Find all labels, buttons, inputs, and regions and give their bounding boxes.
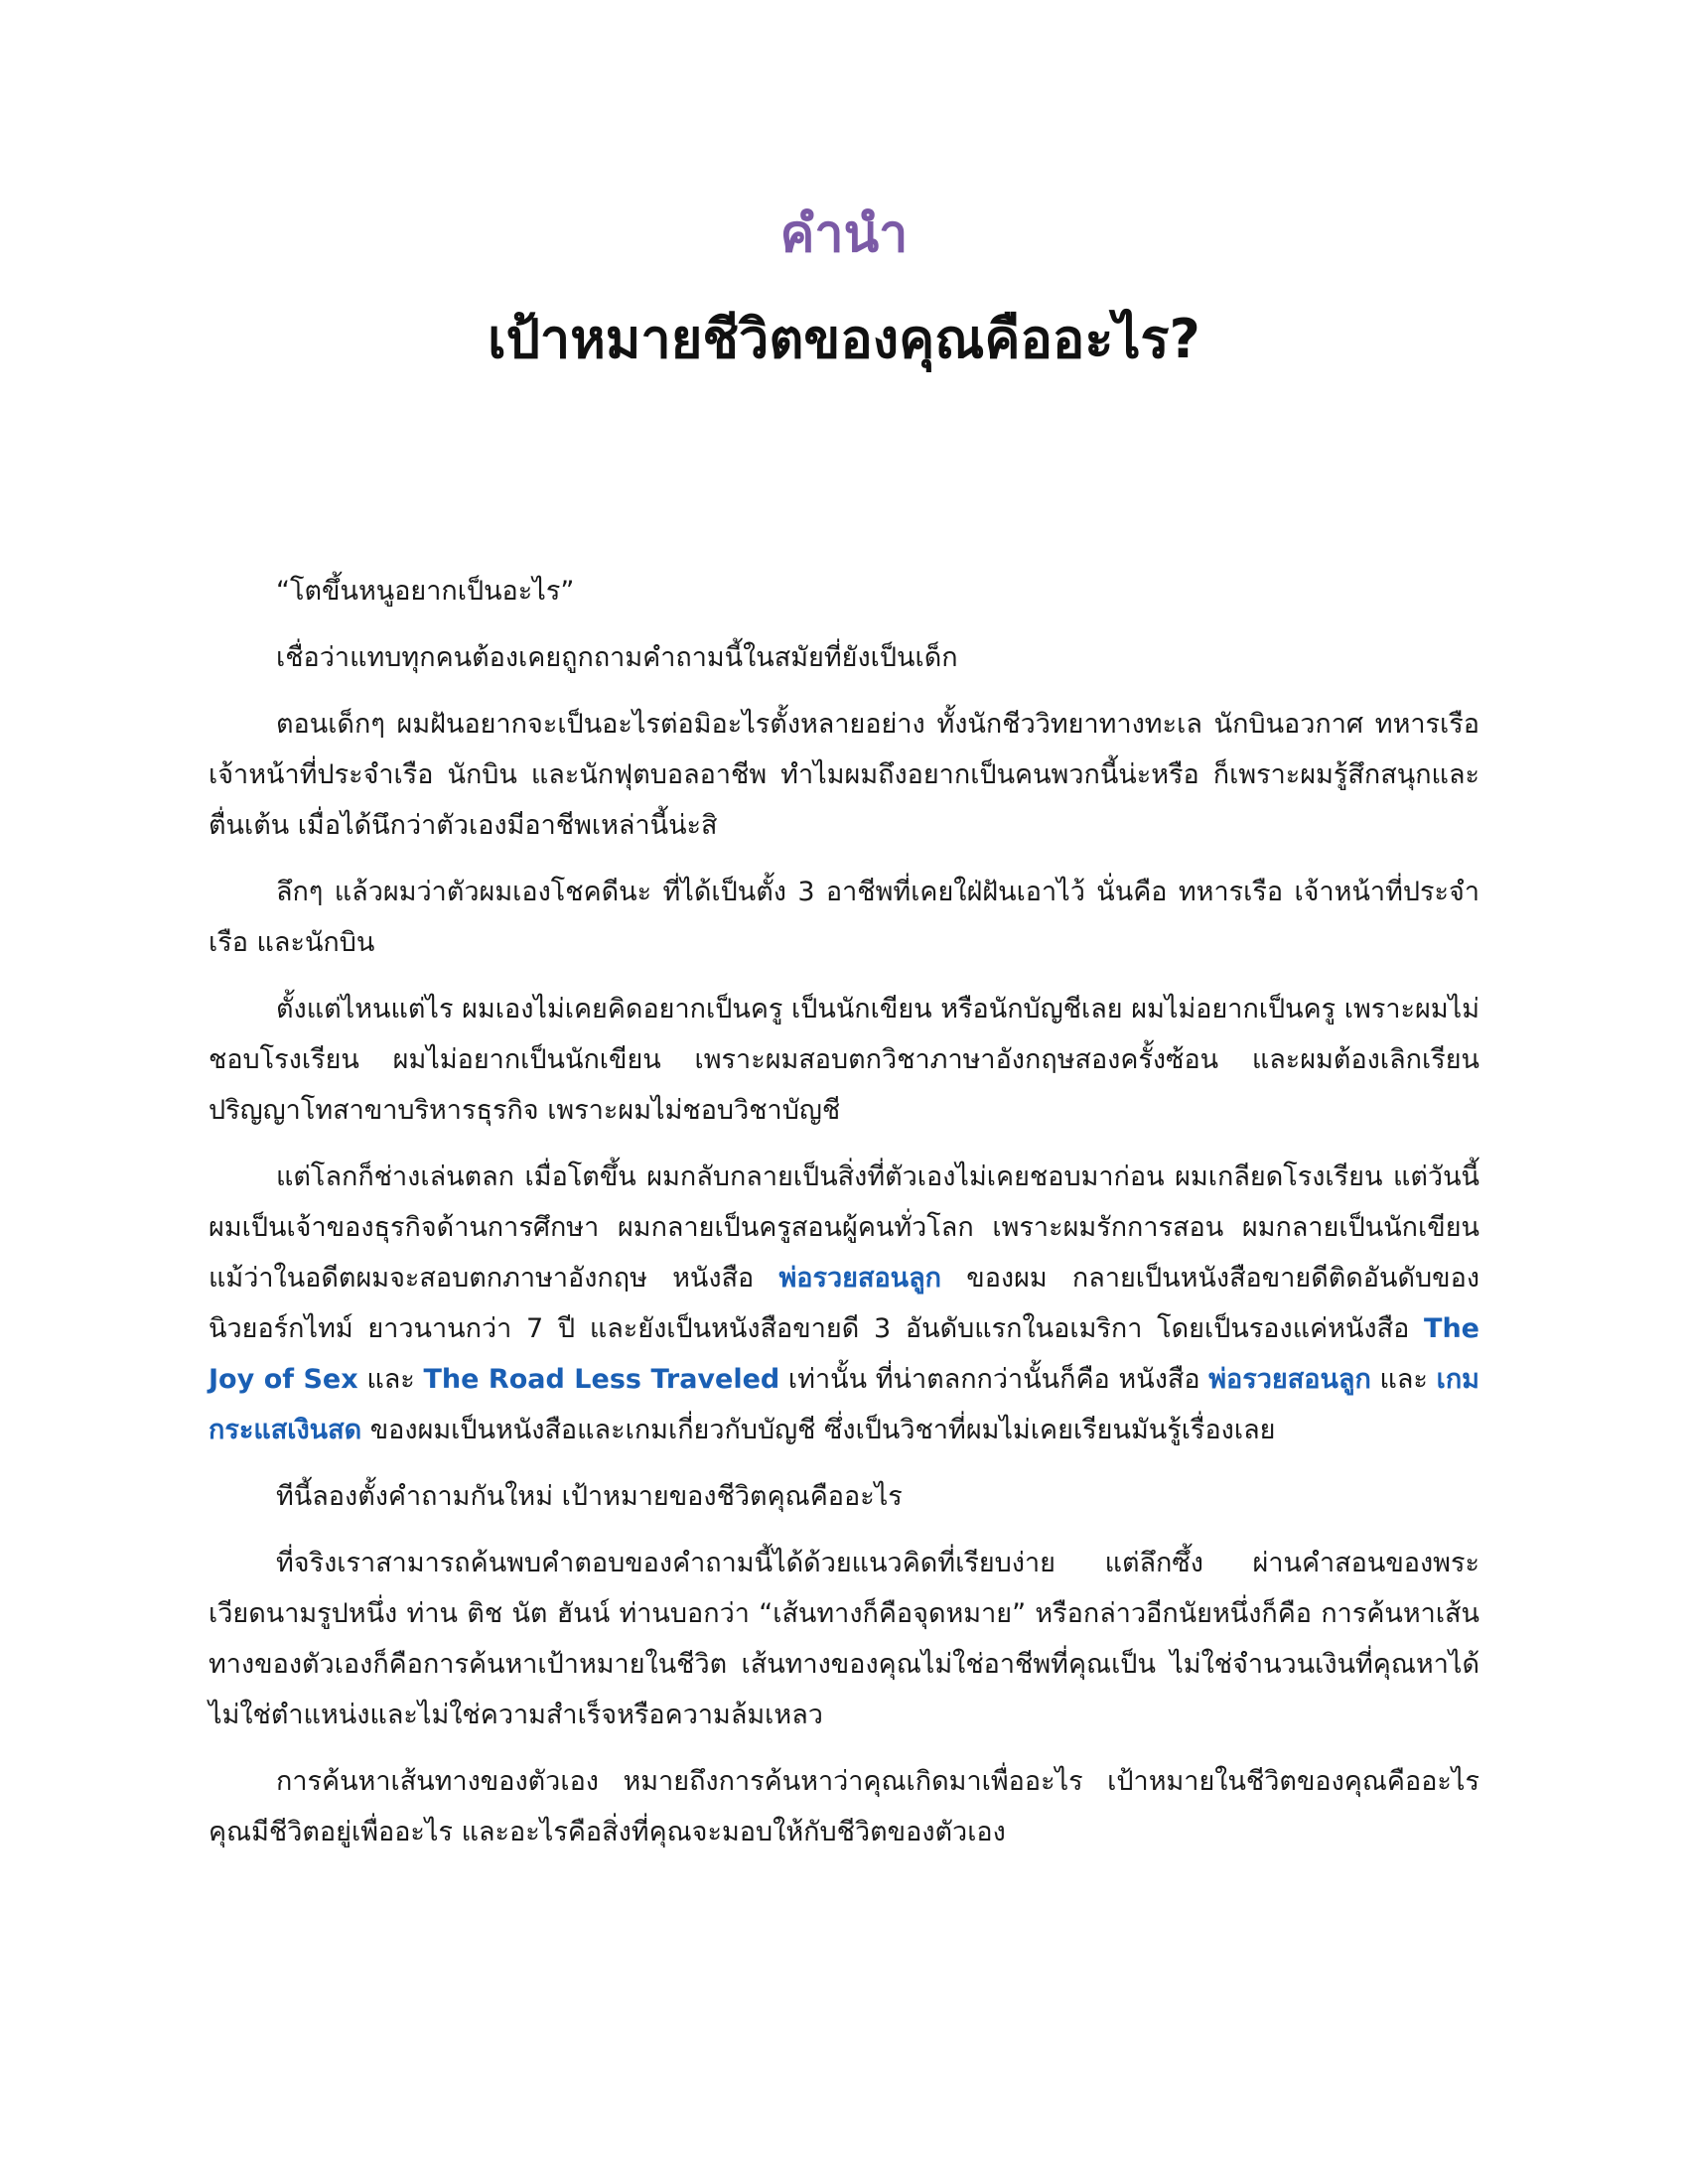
- paragraph-9: การค้นหาเส้นทางของตัวเอง หมายถึงการค้นหาว่าคุณเกิดมาเพื่ออะไร เป้าหมายในชีวิตของคุณคืออะไร คุณมีชีวิตอยู่เพื่ออะไร และอะไรคือสิ่งที่คุณจะมอบให้กับชีวิตของตัวเอง: [209, 1766, 1479, 1847]
- paragraph-1: “โตขึ้นหนูอยากเป็นอะไร”: [276, 576, 575, 607]
- paragraph-7: ทีนี้ลองตั้งคำถามกันใหม่ เป้าหมายของชีวิตคุณคืออะไร: [276, 1481, 903, 1512]
- paragraph-2: เชื่อว่าแทบทุกคนต้องเคยถูกถามคำถามนี้ในสมัยที่ยังเป็นเด็ก: [276, 642, 958, 673]
- paragraph-5: ตั้งแต่ไหนแต่ไร ผมเองไม่เคยคิดอยากเป็นครู เป็นนักเขียน หรือนักบัญชีเลย ผมไม่อยากเป็นครู เพราะผมไม่ชอบโรงเรียน ผมไม่อยากเป็นนักเขียน เพราะผมสอบตกวิชาภาษาอังกฤษสองครั้งซ้อน และผมต้องเลิกเรียนปริญญาโทสาขาบริหารธุรกิจ เพราะผมไม่ชอบวิชาบัญชี: [209, 994, 1479, 1126]
- paragraph-6-text-5: และ: [1370, 1364, 1437, 1395]
- game-title-cashflow-link: เกมกระแสเงินสด: [209, 1364, 1479, 1445]
- body-text: [209, 566, 1479, 1873]
- book-title-rich-dad-link-2: พ่อรวยสอนลูก: [1208, 1364, 1371, 1395]
- paragraph-6-text-1: แต่โลกก็ช่างเล่นตลก เมื่อโตขึ้น ผมกลับกลายเป็นสิ่งที่ตัวเองไม่เคยชอบมาก่อน ผมเกลียดโรงเรียน แต่วันนี้ผมเป็นเจ้าของธุรกิจด้านการศึกษา ผมกลายเป็นครูสอนผู้คนทั่วโลก เพราะผมรักการสอน ผมกลายเป็นนักเขียน แม้ว่าในอดีตผมจะสอบตกภาษาอังกฤษ หนังสือ: [209, 1161, 1479, 1294]
- book-title-road-less-traveled-link: The Road Less Traveled: [423, 1364, 780, 1395]
- paragraph-3: ตอนเด็กๆ ผมฝันอยากจะเป็นอะไรต่อมิอะไรตั้งหลายอย่าง ทั้งนักชีววิทยาทางทะเล นักบินอวกาศ ทหารเรือ เจ้าหน้าที่ประจำเรือ นักบิน และนักฟุตบอลอาชีพ ทำไมผมถึงอยากเป็นคนพวกนี้น่ะหรือ ก็เพราะผมรู้สึกสนุกและตื่นเต้น เมื่อได้นึกว่าตัวเองมีอาชีพเหล่านี้น่ะสิ: [209, 709, 1479, 841]
- paragraph-6-text-3: และ: [357, 1364, 424, 1395]
- chapter-title: เป้าหมายชีวิตของคุณคืออะไร?: [488, 308, 1200, 370]
- paragraph-6: [209, 1152, 1479, 1455]
- paragraph-6-text-4: เท่านั้น ที่น่าตลกกว่านั้นก็คือ หนังสือ: [779, 1364, 1209, 1395]
- paragraph-4: ลึกๆ แล้วผมว่าตัวผมเองโชคดีนะ ที่ได้เป็นตั้ง 3 อาชีพที่เคยใฝ่ฝันเอาไว้ นั่นคือ ทหารเรือ เจ้าหน้าที่ประจำเรือ และนักบิน: [209, 877, 1479, 958]
- paragraph-6-text-6: ของผมเป็นหนังสือและเกมเกี่ยวกับบัญชี ซึ่งเป็นวิชาที่ผมไม่เคยเรียนมันรู้เรื่องเลย: [361, 1415, 1276, 1445]
- paragraph-8: ที่จริงเราสามารถค้นพบคำตอบของคำถามนี้ได้ด้วยแนวคิดที่เรียบง่าย แต่ลึกซึ้ง ผ่านคำสอนของพระเวียดนามรูปหนึ่ง ท่าน ติช นัต ฮันน์ ท่านบอกว่า “เส้นทางก็คือจุดหมาย” หรือกล่าวอีกนัยหนึ่งก็คือ การค้นหาเส้นทางของตัวเองก็คือการค้นหาเป้าหมายในชีวิต เส้นทางของคุณไม่ใช่อาชีพที่คุณเป็น ไม่ใช่จำนวนเงินที่คุณหาได้ ไม่ใช่ตำแหน่งและไม่ใช่ความสำเร็จหรือความล้มเหลว: [209, 1548, 1479, 1730]
- book-title-joy-of-sex-link: The Joy of Sex: [209, 1313, 1479, 1395]
- book-title-rich-dad-link: พ่อรวยสอนลูก: [778, 1263, 942, 1294]
- paragraph-6-text-2: ของผม กลายเป็นหนังสือขายดีติดอันดับของนิวยอร์กไทม์ ยาวนานกว่า 7 ปี และยังเป็นหนังสือขายดี 3 อันดับแรกในอเมริกา โดยเป็นรองแค่หนังสือ: [209, 1263, 1480, 1344]
- chapter-label: คำนำ: [779, 205, 909, 264]
